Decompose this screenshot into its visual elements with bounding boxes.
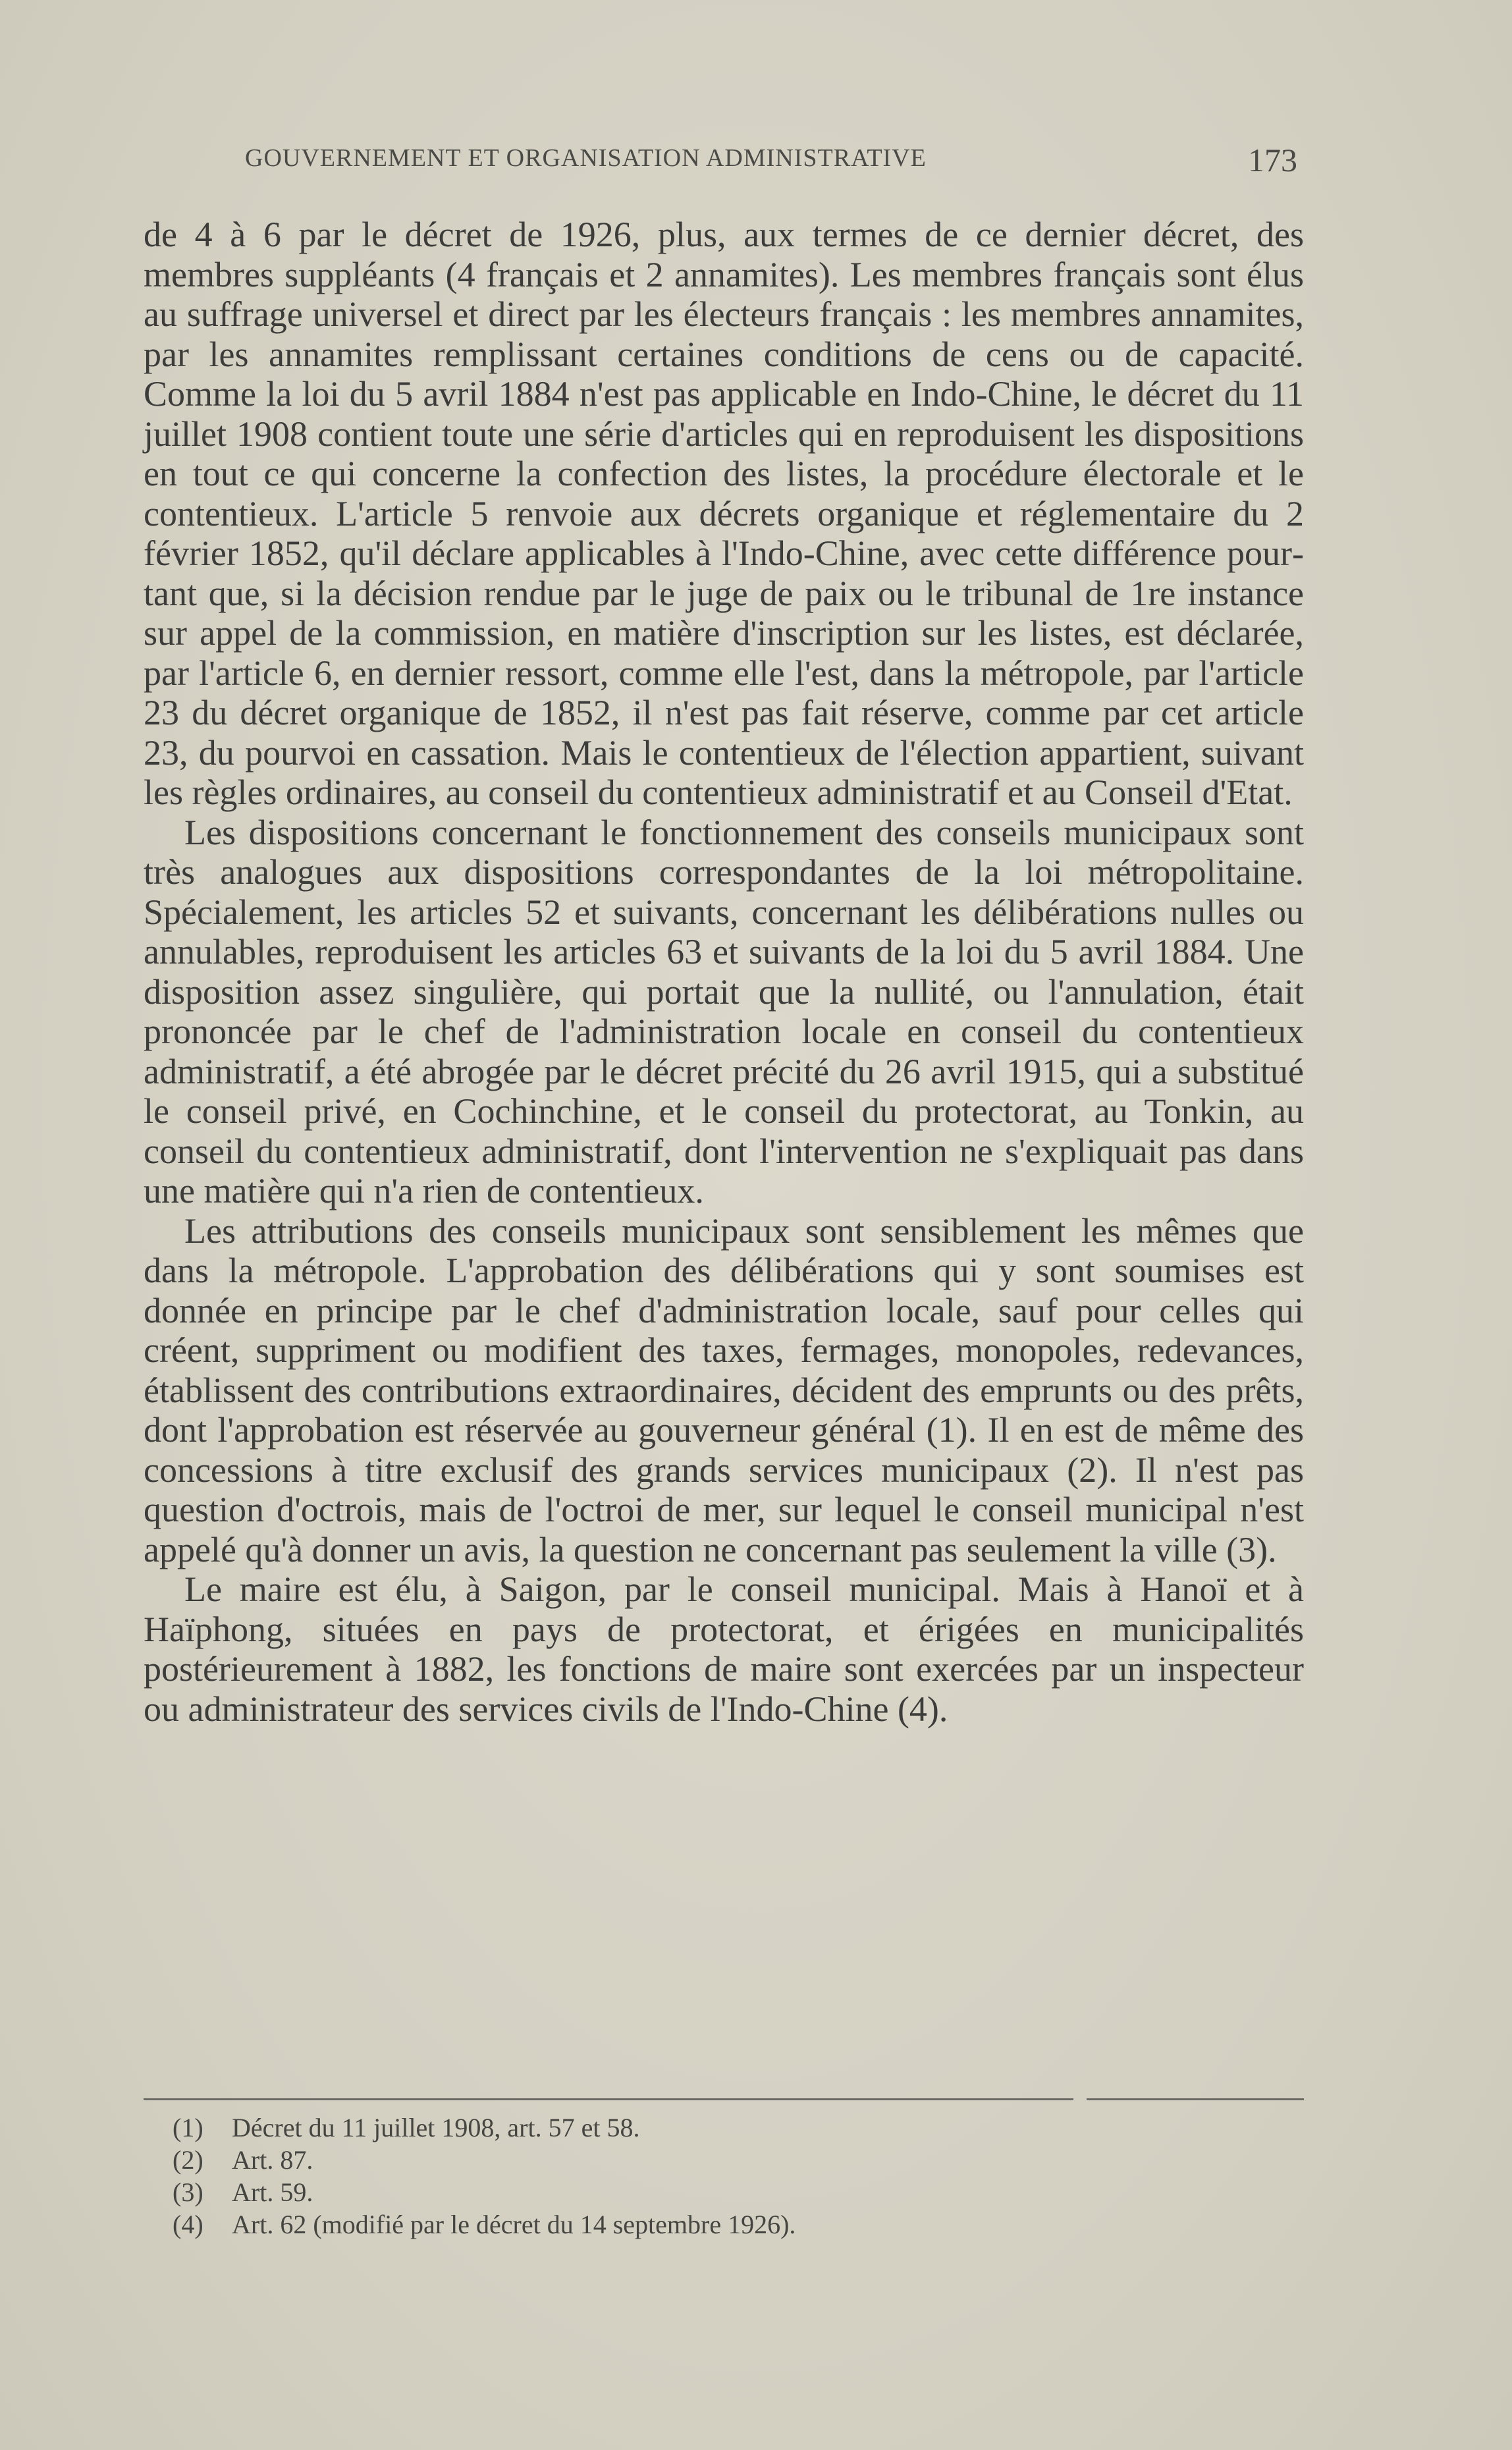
footnote-separator	[144, 2098, 1304, 2101]
paragraph: Les attributions des conseils municipaux sont sensiblement les mêmes que dans la métropole. L'approbation des délibérations qui y sont soumises est donnée en principe par le chef d'administration locale, sauf pour celles qui créent, suppriment ou modifient des taxes, fermages, monopoles, redevances, établissent des contributions extraordinaires, décident des emprunts ou des prêts, dont l'approbation est réservée au gouverneur général (1). Il en est de même des concessions à titre exclusif des grands services municipaux (2). Il n'est pas question d'octrois, mais de l'octroi de mer, sur lequel le conseil municipal n'est appelé qu'à donner un avis, la question ne concernant pas seulement la ville (3).	[144, 1211, 1304, 1569]
footnote-number: (2)	[173, 2145, 203, 2175]
footnote-text: Décret du 11 juillet 1908, art. 57 et 58.	[232, 2113, 640, 2142]
page-header	[245, 144, 1297, 183]
footnote-text: Art. 62 (modifié par le décret du 14 septembre 1926).	[232, 2210, 796, 2239]
body-text	[144, 215, 1304, 1729]
footnote-number: (3)	[173, 2177, 203, 2207]
footnote	[173, 2144, 1292, 2176]
page-number: 173	[1248, 142, 1297, 178]
paragraph: de 4 à 6 par le décret de 1926, plus, aux termes de ce dernier décret, des membres suppléants (4 français et 2 annamites). Les membres français sont élus au suffrage universel et direct par les électeurs français : les membres annamites, par les annamites remplissant certaines conditions de cens ou de capacité. Comme la loi du 5 avril 1884 n'est pas applicable en Indo-Chine, le décret du 11 juillet 1908 contient toute une série d'articles qui en reproduisent les dispositions en tout ce qui concerne la confection des listes, la procédure électorale et le contentieux. L'article 5 renvoie aux décrets organique et réglementaire du 2 février 1852, qu'il déclare applicables à l'Indo-Chine, avec cette différence pourtant que, si la décision rendue par le juge de paix ou le tribunal de 1re instance sur appel de la commission, en matière d'inscription sur les listes, est déclarée, par l'article 6, en dernier ressort, comme elle l'est, dans la métropole, par l'article 23 du décret organique de 1852, il n'est pas fait réserve, comme par cet article 23, du pourvoi en cassation. Mais le contentieux de l'élection appartient, suivant les règles ordinaires, au conseil du contentieux administratif et au Conseil d'Etat.	[144, 215, 1304, 812]
footnote-number: (4)	[173, 2210, 203, 2239]
footnote-number: (1)	[173, 2113, 203, 2142]
footnote	[173, 2176, 1292, 2208]
footnotes	[173, 2111, 1292, 2241]
footnote-rule	[144, 2098, 1073, 2100]
footnote	[173, 2111, 1292, 2144]
footnote-text: Art. 87.	[232, 2145, 313, 2175]
paragraph: Le maire est élu, à Saigon, par le conseil municipal. Mais à Hanoï et à Haïphong, situées en pays de protectorat, et érigées en municipalités postérieurement à 1882, les fonctions de maire sont exercées par un inspecteur ou administrateur des services civils de l'Indo-Chine (4).	[144, 1569, 1304, 1729]
footnote-text: Art. 59.	[232, 2177, 313, 2207]
running-title: GOUVERNEMENT ET ORGANISATION ADMINISTRATIVE	[245, 144, 927, 172]
paragraph: Les dispositions concernant le fonctionnement des conseils municipaux sont très analogues aux dispositions correspondantes de la loi métropolitaine. Spécialement, les articles 52 et suivants, concernant les délibérations nulles ou annulables, reproduisent les articles 63 et suivants de la loi du 5 avril 1884. Une disposition assez singulière, qui portait que la nullité, ou l'annulation, était prononcée par le chef de l'administration locale en conseil du contentieux administratif, a été abrogée par le décret précité du 26 avril 1915, qui a substitué le conseil privé, en Cochinchine, et le conseil du protectorat, au Tonkin, au conseil du contentieux administratif, dont l'intervention ne s'expliquait pas dans une matière qui n'a rien de contentieux.	[144, 812, 1304, 1211]
footnote-rule	[1087, 2098, 1304, 2100]
footnote	[173, 2208, 1292, 2241]
